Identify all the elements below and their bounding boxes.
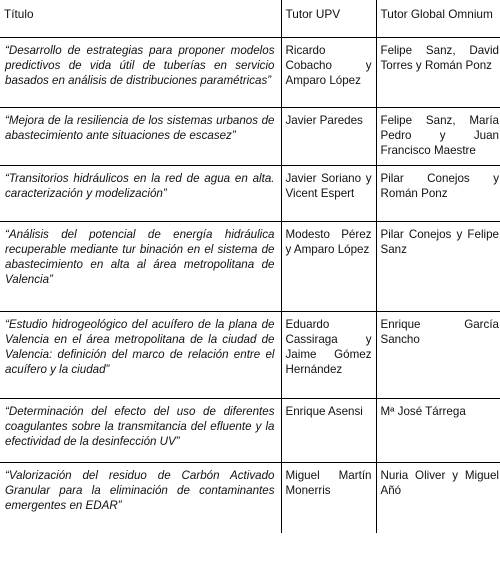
project-title: “Estudio hidrogeológico del acuífero de la plana de Valencia en el área metropolitana de la ciudad de Valencia: definición del marco de relación entre el acuífero y la ciudad” [0, 312, 281, 399]
header-tutor-global-omnium: Tutor Global Omnium [376, 0, 500, 38]
tutor-upv: Ricardo Cobacho y Amparo López [281, 38, 376, 108]
table-row [0, 166, 500, 222]
project-title: “Desarrollo de estrategias para proponer modelos predictivos de vida útil de tuberías en servicio basados en análisis de distribuciones paramétricas” [0, 38, 281, 108]
table-row [0, 312, 500, 399]
header-tutor-upv: Tutor UPV [281, 0, 376, 38]
table-row [0, 38, 500, 108]
table-row [0, 108, 500, 166]
project-title: “Determinación del efecto del uso de diferentes coagulantes sobre la transmitancia del efluente y la efectividad de la desinfección UV” [0, 399, 281, 463]
project-title: “Análisis del potencial de energía hidráulica recuperable mediante tur binación en el sistema de abastecimiento en alta al área metropolitana de Valencia” [0, 222, 281, 312]
tutor-global-omnium: Enrique García Sancho [376, 312, 500, 399]
tutor-upv: Modesto Pérez y Amparo López [281, 222, 376, 312]
header-title: Título [0, 0, 281, 38]
table-row [0, 222, 500, 312]
project-title: “Mejora de la resiliencia de los sistemas urbanos de abastecimiento ante situaciones de escasez” [0, 108, 281, 166]
tutor-upv: Javier Paredes [281, 108, 376, 166]
tutor-global-omnium: Felipe Sanz, María Pedro y Juan Francisco Maestre [376, 108, 500, 166]
tutor-upv: Miguel Martín Monerris [281, 463, 376, 534]
tutor-upv: Javier Soriano y Vicent Espert [281, 166, 376, 222]
tutor-upv: Eduardo Cassiraga y Jaime Gómez Hernández [281, 312, 376, 399]
table-header-row [0, 0, 500, 38]
tutor-upv: Enrique Asensi [281, 399, 376, 463]
tutor-global-omnium: Pilar Conejos y Román Ponz [376, 166, 500, 222]
tutor-global-omnium: Pilar Conejos y Felipe Sanz [376, 222, 500, 312]
tutor-global-omnium: Nuria Oliver y Miguel Añó [380, 469, 499, 497]
table-row [0, 463, 500, 534]
tutor-global-omnium: Mª José Tárrega [376, 399, 500, 463]
table-row [0, 399, 500, 463]
tutor-global-omnium: Felipe Sanz, David Torres y Román Ponz [376, 38, 500, 108]
project-title: “Transitorios hidráulicos en la red de agua en alta. caracterización y modelización” [0, 166, 281, 222]
project-title: “Valorización del residuo de Carbón Activado Granular para la eliminación de contaminantes emergentes en EDAR” [0, 463, 281, 534]
